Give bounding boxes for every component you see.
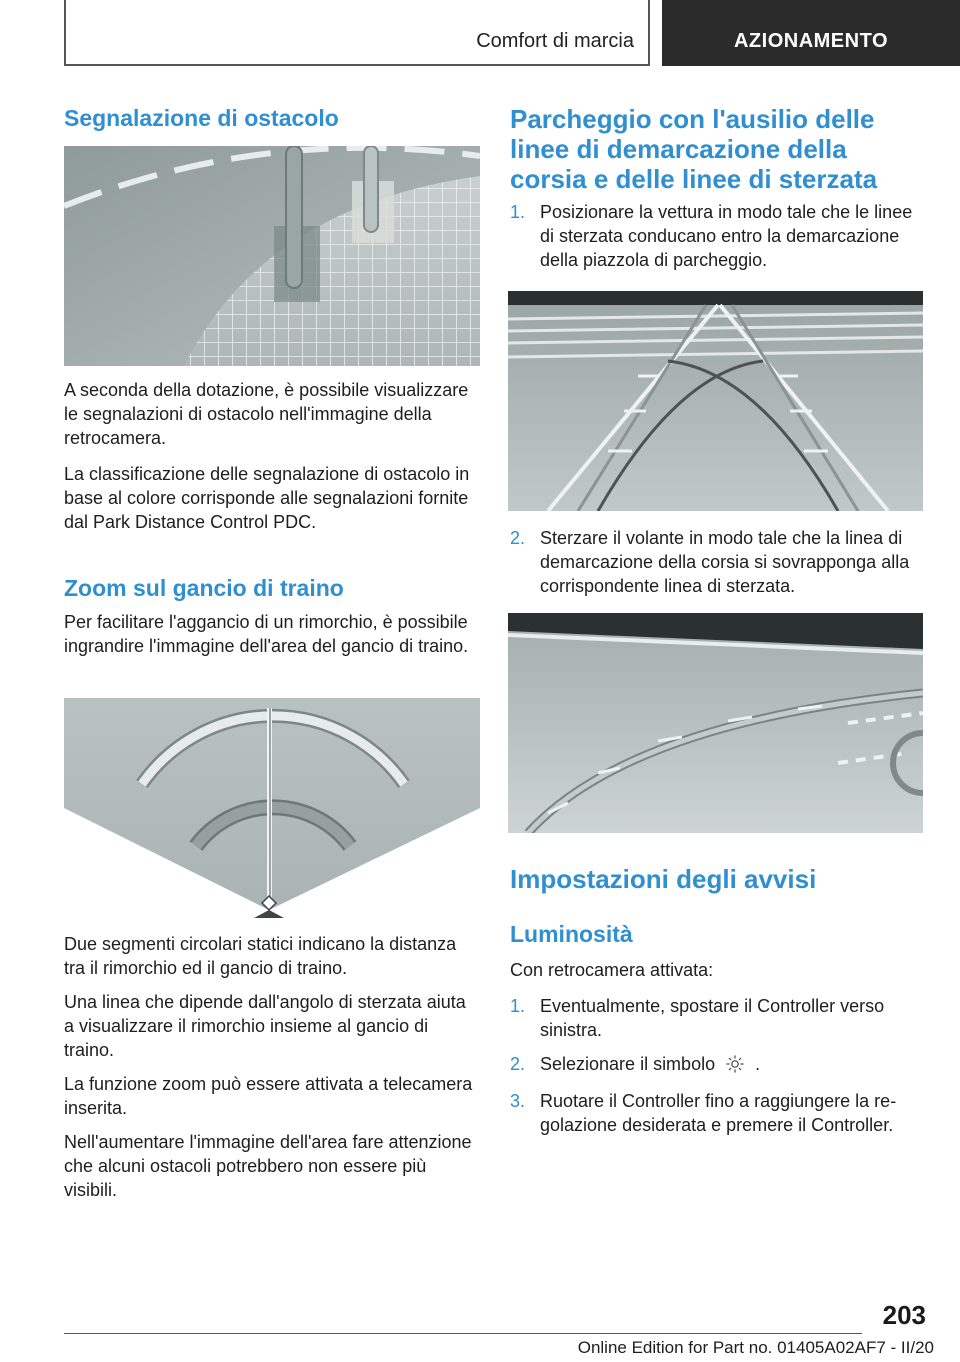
hitch-zoom-illustration [64,698,480,918]
settings-step-2-number: 2. [510,1054,526,1074]
header-section-tab[interactable] [66,0,650,64]
obstacle-figure [64,146,480,366]
settings-step-2-text: Selezionare il simbolo [540,1054,716,1074]
header-bottom-rule [64,64,650,66]
parking-step-2 [510,526,925,598]
lane-overlap-illustration [508,613,923,833]
zoom-paragraph-4: La funzione zoom può essere attivata a telecamera inserita. [64,1074,473,1118]
settings-heading: Impostazioni degli avvisi [510,864,817,894]
parking-step-1-text: Posizionare la vettura in modo tale che le linee di sterzata conducano entro la demarcazione della piazzola di parcheggio. [540,202,913,270]
settings-intro: Con retrocamera attivata: [510,960,714,980]
header-chapter-label: AZIONAMENTO [733,30,888,52]
header-chapter-tab[interactable] [662,0,960,66]
settings-step-3 [510,1089,925,1137]
page-number: 203 [882,1300,926,1330]
settings-step-1-text: Eventualmente, spostare il Controller verso sinistra. [540,996,885,1040]
parking-step-1-number: 1. [510,202,526,222]
hitch-zoom-figure [64,698,480,918]
obstacle-paragraph-1: A seconda della dotazione, è possibile visualizzare le segnalazioni di ostacolo nell'immagine della retrocamera. [64,380,469,448]
settings-step-3-number: 3. [510,1091,526,1111]
header-section-label: Comfort di marcia [476,30,634,52]
steering-lines-figure [508,291,923,511]
zoom-paragraph-1: Per facilitare l'aggancio di un rimorchio, è possibile ingrandire l'immagine dell'area del gancio di traino. [64,612,469,656]
settings-steps [510,994,925,1137]
settings-step-2 [510,1052,925,1079]
footer-rule [64,1333,862,1334]
settings-step-3-text: Ruotare il Controller fino a raggiungere la regolazione desiderata e premere il Controller. [540,1091,897,1135]
brightness-sun-icon [726,1055,744,1079]
obstacle-heading: Segnalazione di ostacolo [64,105,339,131]
zoom-paragraph-2: Due segmenti circolari statici indicano la distanza tra il rimorchio ed il gancio di traino. [64,934,457,978]
parking-steps-1 [510,200,925,272]
parking-step-1 [510,200,925,272]
settings-step-1-number: 1. [510,996,526,1016]
obstacle-illustration [64,146,480,366]
parking-step-2-number: 2. [510,528,526,548]
zoom-paragraph-3: Una linea che dipende dall'angolo di sterzata aiuta a visualizzare il rimorchio insieme al gancio di traino. [64,992,466,1060]
zoom-paragraph-5: Nell'aumentare l'immagine dell'area fare attenzione che alcuni ostacoli potrebbero non essere più visibili. [64,1132,472,1200]
settings-step-1 [510,994,925,1042]
footer-edition: Online Edition for Part no. 01405A02AF7 - II/20 [577,1338,934,1357]
parking-step-2-text: Sterzare il volante in modo tale che la linea di demarcazione della corsia si sovrapponga alla corrispondente linea di sterzata. [540,528,910,596]
obstacle-paragraph-2: La classificazione delle segnalazione di ostacolo in base al colore corrisponde alle segnalazioni fornite dal Park Distance Control PDC. [64,464,470,532]
lane-overlap-figure [508,613,923,833]
steering-lines-illustration [508,291,923,511]
brightness-heading: Luminosità [510,921,633,947]
parking-steps-2 [510,526,925,598]
settings-step-2-suffix: . [755,1054,761,1074]
zoom-heading: Zoom sul gancio di traino [64,575,344,601]
parking-heading: Parcheggio con l'ausilio delle linee di demarcazione della corsia e delle linee di sterzata [510,104,878,194]
